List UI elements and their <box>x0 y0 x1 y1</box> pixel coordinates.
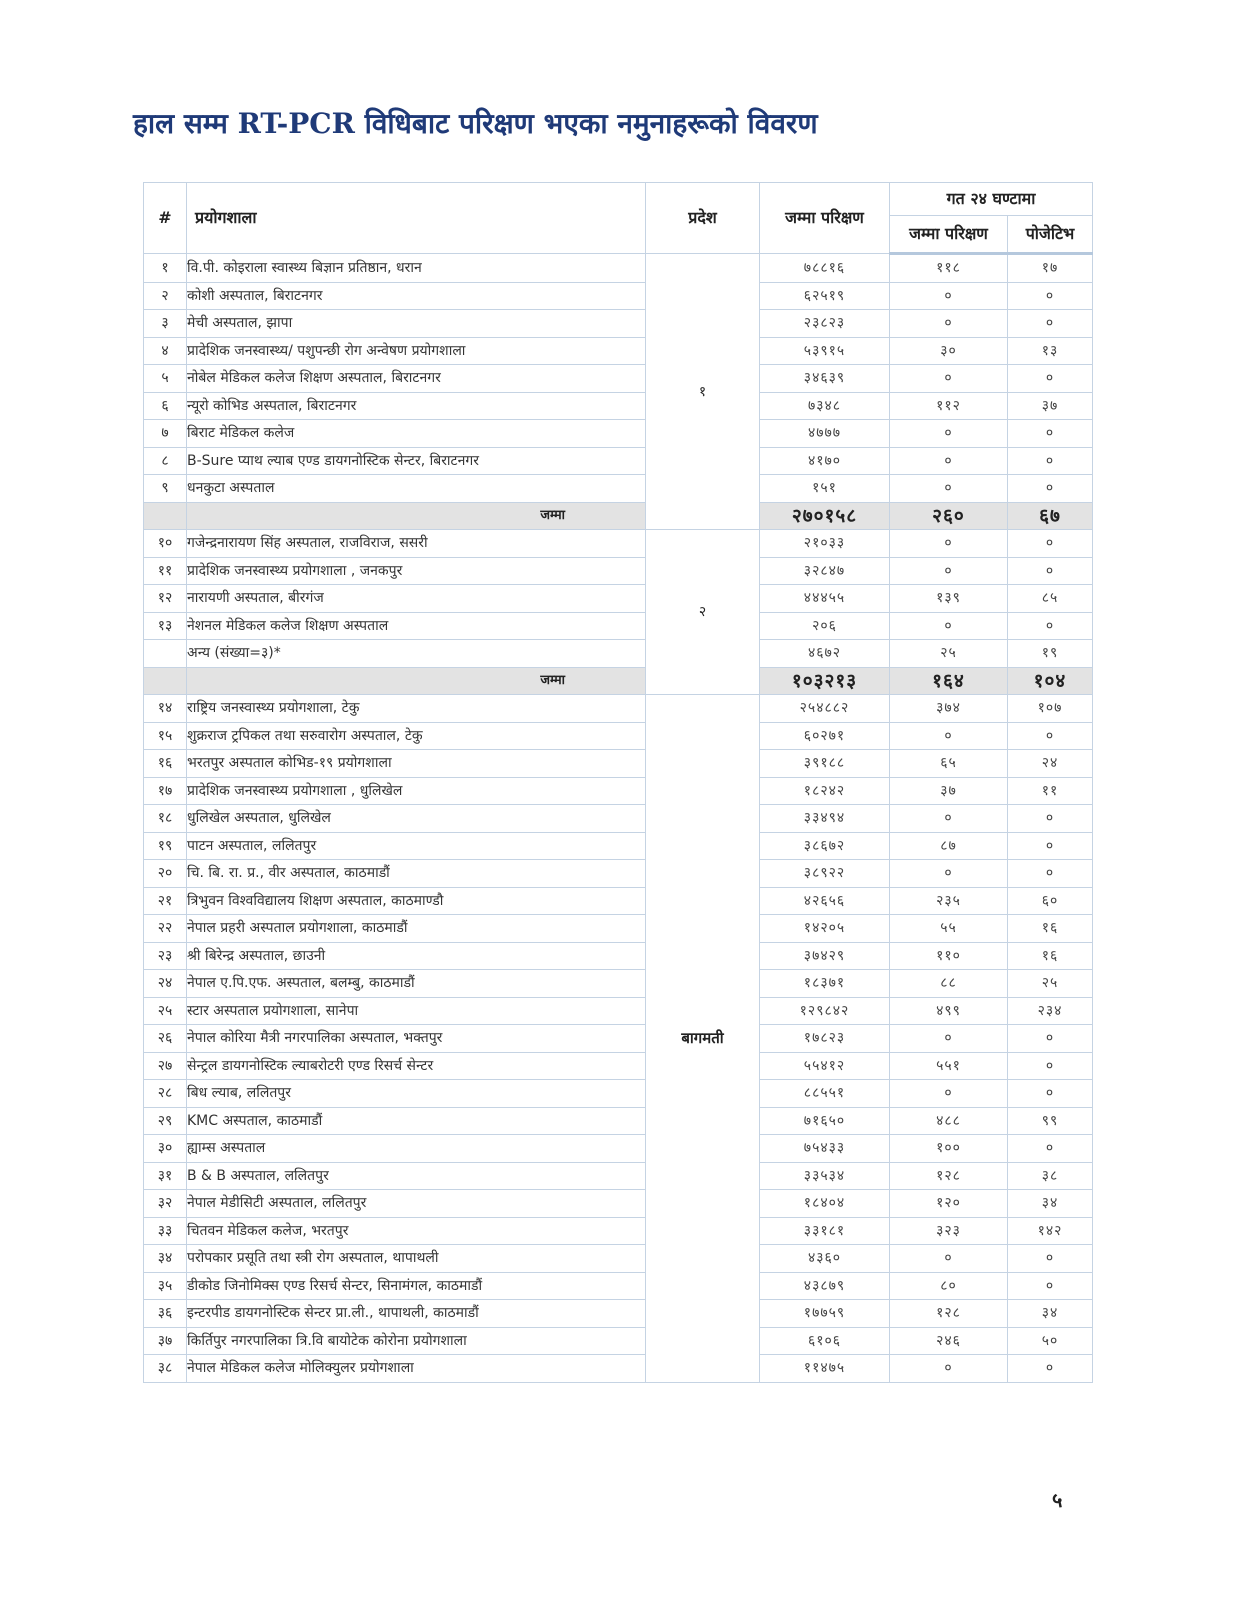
last24-positive: १९ <box>1008 640 1093 668</box>
subtotal-blank <box>144 667 187 695</box>
last24-tests: ० <box>890 860 1008 888</box>
subtotal-blank <box>144 502 187 530</box>
table-row <box>144 640 1093 668</box>
table-row <box>144 887 1093 915</box>
row-number: ४ <box>144 337 187 365</box>
total-tests: ४७७७ <box>760 420 890 448</box>
table-row <box>144 1245 1093 1273</box>
header-last24: गत २४ घण्टामा <box>890 183 1093 216</box>
subtotal-row <box>144 502 1093 530</box>
lab-name: पाटन अस्पताल, ललितपुर <box>187 832 646 860</box>
total-tests: १७७५९ <box>760 1300 890 1328</box>
table-row <box>144 420 1093 448</box>
table-row <box>144 365 1093 393</box>
last24-positive: ० <box>1008 310 1093 338</box>
lab-name: नेपाल कोरिया मैत्री नगरपालिका अस्पताल, भक्तपुर <box>187 1025 646 1053</box>
last24-tests: ४८८ <box>890 1107 1008 1135</box>
total-tests: ५३९१५ <box>760 337 890 365</box>
table-row <box>144 1080 1093 1108</box>
last24-tests: ० <box>890 1080 1008 1108</box>
last24-tests: ० <box>890 612 1008 640</box>
last24-tests: ५५ <box>890 915 1008 943</box>
lab-name: भरतपुर अस्पताल कोभिड-१९ प्रयोगशाला <box>187 750 646 778</box>
last24-positive: ८५ <box>1008 585 1093 613</box>
total-tests: ३३४९४ <box>760 805 890 833</box>
header-last24-positive: पोजेटिभ <box>1008 216 1093 254</box>
total-tests: ११४७५ <box>760 1355 890 1383</box>
row-number: ६ <box>144 392 187 420</box>
header-num: # <box>144 183 187 254</box>
row-number: २३ <box>144 942 187 970</box>
last24-positive: १७ <box>1008 254 1093 283</box>
lab-name: किर्तिपुर नगरपालिका त्रि.वि बायोटेक कोरोना प्रयोगशाला <box>187 1327 646 1355</box>
lab-name: B & B अस्पताल, ललितपुर <box>187 1162 646 1190</box>
row-number: ८ <box>144 447 187 475</box>
last24-positive: ० <box>1008 1080 1093 1108</box>
lab-name: न्यूरो कोभिड अस्पताल, बिराटनगर <box>187 392 646 420</box>
table-row <box>144 997 1093 1025</box>
last24-tests: १२० <box>890 1190 1008 1218</box>
table-row <box>144 1135 1093 1163</box>
total-tests: १२९८४२ <box>760 997 890 1025</box>
table-row <box>144 1162 1093 1190</box>
last24-positive: १३ <box>1008 337 1093 365</box>
province-cell: बागमती <box>646 695 760 1383</box>
table-row <box>144 832 1093 860</box>
lab-name: इन्टरपीड डायगनोस्टिक सेन्टर प्रा.ली., थापाथली, काठमाडौं <box>187 1300 646 1328</box>
table-row <box>144 860 1093 888</box>
total-tests: १८३७१ <box>760 970 890 998</box>
last24-positive: ० <box>1008 557 1093 585</box>
last24-positive: ३४ <box>1008 1300 1093 1328</box>
lab-name: नेपाल प्रहरी अस्पताल प्रयोगशाला, काठमाडौं <box>187 915 646 943</box>
lab-name: अन्य (संख्या=३)* <box>187 640 646 668</box>
lab-name: नेशनल मेडिकल कलेज शिक्षण अस्पताल <box>187 612 646 640</box>
last24-positive: ५० <box>1008 1327 1093 1355</box>
total-tests: ७३४८ <box>760 392 890 420</box>
last24-positive: ० <box>1008 475 1093 503</box>
last24-positive: ६० <box>1008 887 1093 915</box>
last24-tests: २४६ <box>890 1327 1008 1355</box>
row-number: २१ <box>144 887 187 915</box>
table-row <box>144 1025 1093 1053</box>
table-row <box>144 1217 1093 1245</box>
header-last24-total: जम्मा परिक्षण <box>890 216 1008 254</box>
last24-positive: ० <box>1008 1355 1093 1383</box>
last24-tests: २३५ <box>890 887 1008 915</box>
row-number <box>144 640 187 668</box>
lab-name: धुलिखेल अस्पताल, धुलिखेल <box>187 805 646 833</box>
last24-positive: २५ <box>1008 970 1093 998</box>
total-tests: ४१७० <box>760 447 890 475</box>
subtotal-last24-positive: १०४ <box>1008 667 1093 695</box>
last24-positive: ३८ <box>1008 1162 1093 1190</box>
table-row <box>144 1272 1093 1300</box>
last24-tests: ० <box>890 530 1008 558</box>
table-row <box>144 695 1093 723</box>
last24-tests: ३७ <box>890 777 1008 805</box>
total-tests: १७८२३ <box>760 1025 890 1053</box>
table-row <box>144 915 1093 943</box>
last24-positive: १६ <box>1008 915 1093 943</box>
table-row <box>144 942 1093 970</box>
lab-name: मेची अस्पताल, झापा <box>187 310 646 338</box>
row-number: ३३ <box>144 1217 187 1245</box>
last24-positive: १४२ <box>1008 1217 1093 1245</box>
row-number: २४ <box>144 970 187 998</box>
total-tests: ३३१८१ <box>760 1217 890 1245</box>
last24-positive: ९९ <box>1008 1107 1093 1135</box>
last24-positive: ० <box>1008 420 1093 448</box>
total-tests: १८४०४ <box>760 1190 890 1218</box>
row-number: ३१ <box>144 1162 187 1190</box>
row-number: १५ <box>144 722 187 750</box>
last24-tests: ० <box>890 365 1008 393</box>
subtotal-last24-positive: ६७ <box>1008 502 1093 530</box>
total-tests: २०६ <box>760 612 890 640</box>
last24-tests: १२८ <box>890 1162 1008 1190</box>
last24-positive: ० <box>1008 722 1093 750</box>
subtotal-last24-tests: १६४ <box>890 667 1008 695</box>
last24-tests: १३९ <box>890 585 1008 613</box>
row-number: २० <box>144 860 187 888</box>
row-number: २२ <box>144 915 187 943</box>
total-tests: ४२६५६ <box>760 887 890 915</box>
last24-tests: ० <box>890 722 1008 750</box>
table-row <box>144 1107 1093 1135</box>
last24-positive: ० <box>1008 1272 1093 1300</box>
lab-name: नारायणी अस्पताल, बीरगंज <box>187 585 646 613</box>
row-number: १७ <box>144 777 187 805</box>
row-number: ३४ <box>144 1245 187 1273</box>
last24-tests: ८० <box>890 1272 1008 1300</box>
row-number: ३० <box>144 1135 187 1163</box>
page-number: ५ <box>1052 1488 1063 1512</box>
last24-tests: ११२ <box>890 392 1008 420</box>
lab-name: नेपाल ए.पि.एफ. अस्पताल, बलम्बु, काठमाडौं <box>187 970 646 998</box>
lab-name: त्रिभुवन विश्वविद्यालय शिक्षण अस्पताल, काठमाण्डौ <box>187 887 646 915</box>
page-title: हाल सम्म RT-PCR विधिबाट परिक्षण भएका नमुनाहरूको विवरण <box>133 107 818 140</box>
lab-name: प्रादेशिक जनस्वास्थ्य/ पशुपन्छी रोग अन्वेषण प्रयोगशाला <box>187 337 646 365</box>
table-row <box>144 970 1093 998</box>
subtotal-total-tests: १०३२१३ <box>760 667 890 695</box>
table-row <box>144 475 1093 503</box>
header-total-tests: जम्मा परिक्षण <box>760 183 890 254</box>
total-tests: ४३८७९ <box>760 1272 890 1300</box>
last24-tests: २५ <box>890 640 1008 668</box>
table-row <box>144 1327 1093 1355</box>
row-number: १६ <box>144 750 187 778</box>
lab-name: B-Sure प्याथ ल्याब एण्ड डायगनोस्टिक सेन्टर, बिराटनगर <box>187 447 646 475</box>
row-number: २६ <box>144 1025 187 1053</box>
last24-tests: ० <box>890 805 1008 833</box>
last24-positive: ० <box>1008 860 1093 888</box>
table-row <box>144 1300 1093 1328</box>
table-row <box>144 612 1093 640</box>
total-tests: १५१ <box>760 475 890 503</box>
row-number: २७ <box>144 1052 187 1080</box>
table-row <box>144 447 1093 475</box>
last24-tests: १०० <box>890 1135 1008 1163</box>
total-tests: ३३५३४ <box>760 1162 890 1190</box>
lab-name: बिराट मेडिकल कलेज <box>187 420 646 448</box>
subtotal-label: जम्मा <box>187 502 646 530</box>
lab-name: स्टार अस्पताल प्रयोगशाला, सानेपा <box>187 997 646 1025</box>
total-tests: ७१६५० <box>760 1107 890 1135</box>
last24-tests: ६५ <box>890 750 1008 778</box>
table-row <box>144 392 1093 420</box>
last24-positive: ० <box>1008 832 1093 860</box>
last24-positive: ० <box>1008 1245 1093 1273</box>
total-tests: ३८९२२ <box>760 860 890 888</box>
total-tests: ६२५१९ <box>760 282 890 310</box>
row-number: १२ <box>144 585 187 613</box>
lab-name: राष्ट्रिय जनस्वास्थ्य प्रयोगशाला, टेकु <box>187 695 646 723</box>
total-tests: ३९१८८ <box>760 750 890 778</box>
lab-test-table <box>143 182 1093 1383</box>
last24-tests: ० <box>890 1025 1008 1053</box>
lab-name: नोबेल मेडिकल कलेज शिक्षण अस्पताल, बिराटनगर <box>187 365 646 393</box>
row-number: ३५ <box>144 1272 187 1300</box>
row-number: १४ <box>144 695 187 723</box>
last24-tests: ८८ <box>890 970 1008 998</box>
table-body <box>144 254 1093 1383</box>
total-tests: २१०३३ <box>760 530 890 558</box>
last24-tests: ११८ <box>890 254 1008 283</box>
total-tests: ३२८४७ <box>760 557 890 585</box>
total-tests: ४६७२ <box>760 640 890 668</box>
last24-positive: ० <box>1008 1135 1093 1163</box>
last24-tests: ० <box>890 447 1008 475</box>
last24-tests: ५५१ <box>890 1052 1008 1080</box>
last24-tests: ० <box>890 475 1008 503</box>
last24-tests: ३० <box>890 337 1008 365</box>
header-province: प्रदेश <box>646 183 760 254</box>
last24-positive: २३४ <box>1008 997 1093 1025</box>
header-row-1 <box>144 183 1093 216</box>
last24-positive: ० <box>1008 1052 1093 1080</box>
table-row <box>144 750 1093 778</box>
last24-tests: ३२३ <box>890 1217 1008 1245</box>
total-tests: ५५४१२ <box>760 1052 890 1080</box>
last24-positive: ० <box>1008 282 1093 310</box>
total-tests: ३८६७२ <box>760 832 890 860</box>
lab-name: KMC अस्पताल, काठमाडौं <box>187 1107 646 1135</box>
table-row <box>144 282 1093 310</box>
table-row <box>144 1052 1093 1080</box>
last24-positive: ० <box>1008 365 1093 393</box>
last24-tests: ० <box>890 310 1008 338</box>
row-number: ३८ <box>144 1355 187 1383</box>
table-row <box>144 722 1093 750</box>
table-row <box>144 530 1093 558</box>
province-cell: २ <box>646 530 760 695</box>
row-number: १० <box>144 530 187 558</box>
table-row <box>144 1190 1093 1218</box>
lab-name: नेपाल मेडीसिटी अस्पताल, ललितपुर <box>187 1190 646 1218</box>
total-tests: ६१०६ <box>760 1327 890 1355</box>
total-tests: १८२४२ <box>760 777 890 805</box>
last24-positive: ० <box>1008 447 1093 475</box>
row-number: १८ <box>144 805 187 833</box>
province-cell: १ <box>646 254 760 530</box>
lab-name: चितवन मेडिकल कलेज, भरतपुर <box>187 1217 646 1245</box>
table-row <box>144 310 1093 338</box>
last24-tests: ११० <box>890 942 1008 970</box>
row-number: २ <box>144 282 187 310</box>
last24-positive: ३४ <box>1008 1190 1093 1218</box>
last24-tests: ८७ <box>890 832 1008 860</box>
lab-name: सेन्ट्रल डायगनोस्टिक ल्याबरोटरी एण्ड रिसर्च सेन्टर <box>187 1052 646 1080</box>
lab-name: परोपकार प्रसूति तथा स्त्री रोग अस्पताल, थापाथली <box>187 1245 646 1273</box>
total-tests: २३८२३ <box>760 310 890 338</box>
row-number: १ <box>144 254 187 283</box>
row-number: ७ <box>144 420 187 448</box>
total-tests: ३७४२९ <box>760 942 890 970</box>
row-number: ३६ <box>144 1300 187 1328</box>
last24-tests: ० <box>890 420 1008 448</box>
lab-name: वि.पी. कोइराला स्वास्थ्य बिज्ञान प्रतिष्ठान, धरान <box>187 254 646 283</box>
table-row <box>144 805 1093 833</box>
row-number: १९ <box>144 832 187 860</box>
subtotal-total-tests: २७०१५८ <box>760 502 890 530</box>
row-number: ३७ <box>144 1327 187 1355</box>
lab-name: बिध ल्याब, ललितपुर <box>187 1080 646 1108</box>
total-tests: ४३६० <box>760 1245 890 1273</box>
last24-positive: ० <box>1008 1025 1093 1053</box>
last24-tests: १२८ <box>890 1300 1008 1328</box>
header-lab: प्रयोगशाला <box>187 183 646 254</box>
last24-positive: १६ <box>1008 942 1093 970</box>
last24-tests: ४९९ <box>890 997 1008 1025</box>
lab-name: कोशी अस्पताल, बिराटनगर <box>187 282 646 310</box>
row-number: २८ <box>144 1080 187 1108</box>
row-number: २५ <box>144 997 187 1025</box>
last24-positive: ३७ <box>1008 392 1093 420</box>
row-number: ३ <box>144 310 187 338</box>
last24-positive: ० <box>1008 530 1093 558</box>
last24-tests: ० <box>890 282 1008 310</box>
last24-tests: ० <box>890 1355 1008 1383</box>
row-number: १३ <box>144 612 187 640</box>
total-tests: ४४४५५ <box>760 585 890 613</box>
total-tests: ७५४३३ <box>760 1135 890 1163</box>
table-row <box>144 557 1093 585</box>
total-tests: ३४६३९ <box>760 365 890 393</box>
last24-positive: ० <box>1008 805 1093 833</box>
last24-tests: ३७४ <box>890 695 1008 723</box>
lab-name: शुक्रराज ट्रपिकल तथा सरुवारोग अस्पताल, टेकु <box>187 722 646 750</box>
last24-positive: ० <box>1008 612 1093 640</box>
table-row <box>144 254 1093 283</box>
lab-name: श्री बिरेन्द्र अस्पताल, छाउनी <box>187 942 646 970</box>
row-number: २९ <box>144 1107 187 1135</box>
lab-name: नेपाल मेडिकल कलेज मोलिक्युलर प्रयोगशाला <box>187 1355 646 1383</box>
row-number: ११ <box>144 557 187 585</box>
table-row <box>144 337 1093 365</box>
row-number: ३२ <box>144 1190 187 1218</box>
lab-name: गजेन्द्रनारायण सिंह अस्पताल, राजविराज, ससरी <box>187 530 646 558</box>
total-tests: ८८५५१ <box>760 1080 890 1108</box>
last24-positive: १०७ <box>1008 695 1093 723</box>
table-row <box>144 1355 1093 1383</box>
lab-name: प्रादेशिक जनस्वास्थ्य प्रयोगशाला , जनकपुर <box>187 557 646 585</box>
subtotal-last24-tests: २६० <box>890 502 1008 530</box>
total-tests: ७८८१६ <box>760 254 890 283</box>
row-number: ९ <box>144 475 187 503</box>
last24-tests: ० <box>890 1245 1008 1273</box>
lab-name: प्रादेशिक जनस्वास्थ्य प्रयोगशाला , धुलिखेल <box>187 777 646 805</box>
last24-positive: ११ <box>1008 777 1093 805</box>
last24-tests: ० <box>890 557 1008 585</box>
total-tests: १४२०५ <box>760 915 890 943</box>
lab-name: चि. बि. रा. प्र., वीर अस्पताल, काठमाडौं <box>187 860 646 888</box>
lab-name: धनकुटा अस्पताल <box>187 475 646 503</box>
table-row <box>144 777 1093 805</box>
total-tests: २५४८८२ <box>760 695 890 723</box>
total-tests: ६०२७१ <box>760 722 890 750</box>
row-number: ५ <box>144 365 187 393</box>
subtotal-row <box>144 667 1093 695</box>
table-row <box>144 585 1093 613</box>
subtotal-label: जम्मा <box>187 667 646 695</box>
lab-name: ह्याम्स अस्पताल <box>187 1135 646 1163</box>
last24-positive: २४ <box>1008 750 1093 778</box>
lab-name: डीकोड जिनोमिक्स एण्ड रिसर्च सेन्टर, सिनामंगल, काठमाडौं <box>187 1272 646 1300</box>
